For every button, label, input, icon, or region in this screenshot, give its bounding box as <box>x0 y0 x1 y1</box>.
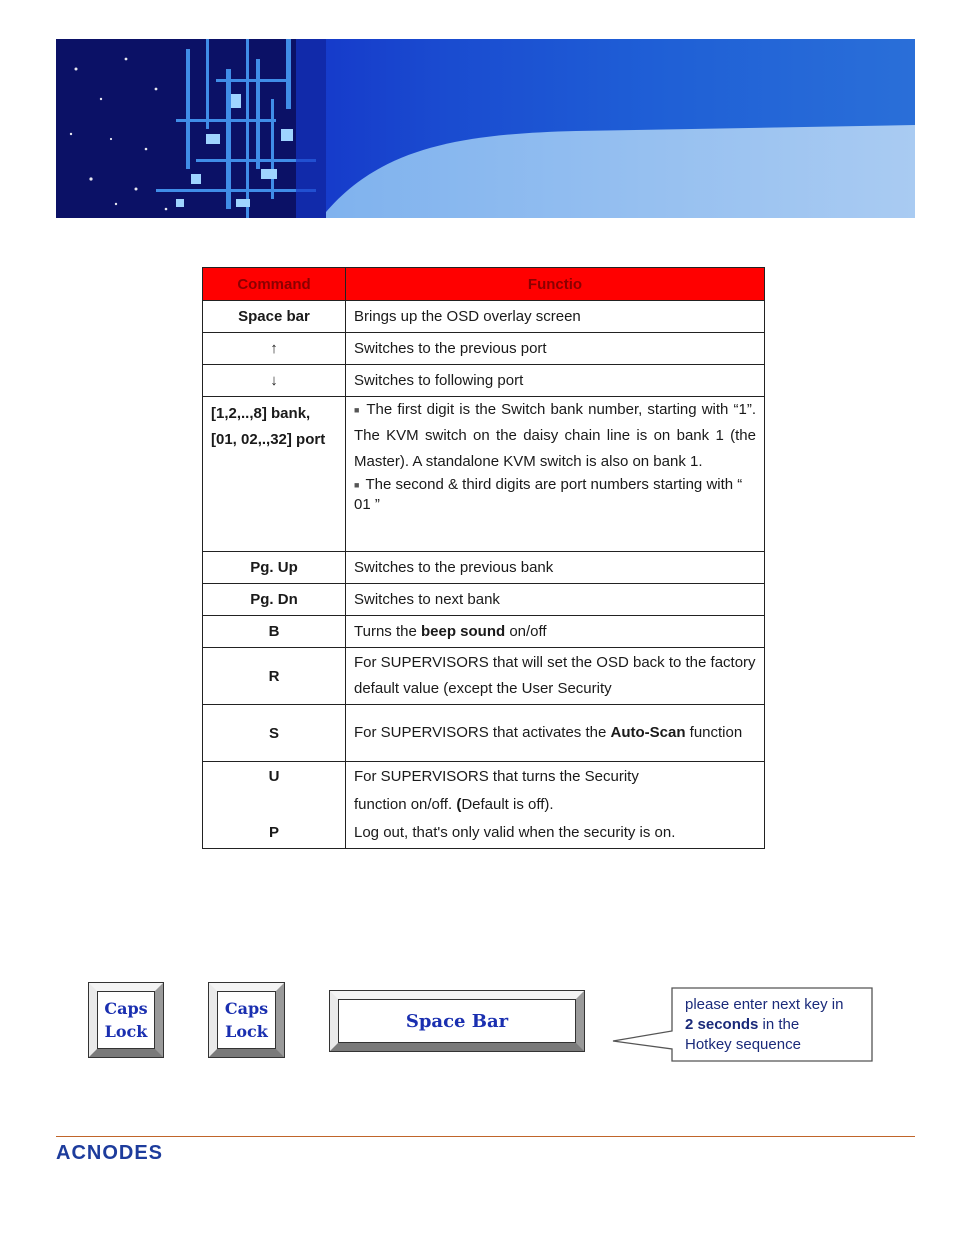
function-cell <box>346 397 765 552</box>
key-label: Lock <box>104 1022 148 1041</box>
table-row <box>203 552 765 584</box>
bank-command: [1,2,..,8] bank, <box>211 405 311 422</box>
callout-line-3: Hotkey sequence <box>685 1036 801 1053</box>
table-row <box>203 616 765 648</box>
u-line-2-bold: ( <box>456 796 462 813</box>
table-row <box>203 648 765 705</box>
function-cell <box>346 616 765 648</box>
bullet-1-text: The first digit is the Switch bank number, starting with “1”. The KVM switch on the daisy chain line is on bank 1 (the Master). A standalone KVM switch is also on bank 1. <box>354 401 757 471</box>
callout-line-2-post: in the <box>758 1016 800 1033</box>
bullet-2-text: The second & third digits are port numbers starting with “ 01 ” <box>354 476 743 514</box>
function-cell: For SUPERVISORS that will set the OSD back to the factory default value (except the User Security <box>346 648 765 705</box>
function-cell: Switches to the previous port <box>346 333 765 365</box>
command-cell: Space bar <box>203 301 346 333</box>
callout-bold: 2 seconds <box>685 1016 759 1033</box>
b-text-pre: Turns the <box>354 623 421 640</box>
table-row-bank-port <box>203 397 765 552</box>
command-cell <box>203 762 346 849</box>
function-cell: Brings up the OSD overlay screen <box>346 301 765 333</box>
u-line-1: For SUPERVISORS that turns the Security <box>354 768 639 785</box>
bank-bullet-1 <box>354 397 756 475</box>
circuit-board-image <box>56 39 326 218</box>
s-text-pre: For SUPERVISORS that activates the <box>354 724 611 741</box>
key-label: Space Bar <box>405 1010 509 1032</box>
bullet-icon: ■ <box>354 480 360 491</box>
function-cell: Switches to following port <box>346 365 765 397</box>
header-function: Functio <box>346 268 765 301</box>
keycap-face <box>217 991 276 1049</box>
command-cell: R <box>203 648 346 705</box>
table-header-row <box>203 268 765 301</box>
u-command: U <box>268 768 280 785</box>
table-row <box>203 365 765 397</box>
key-label: Caps <box>224 999 269 1018</box>
s-text-post: function <box>685 724 743 741</box>
command-cell: ↓ <box>203 365 346 397</box>
logo-text: ACNODES <box>56 1142 164 1163</box>
key-label: Caps <box>104 999 148 1018</box>
command-cell: ↑ <box>203 333 346 365</box>
table-row <box>203 584 765 616</box>
table-row <box>203 762 765 849</box>
header-banner <box>56 39 915 218</box>
callout-line-1: please enter next key in <box>685 996 844 1013</box>
table-row <box>203 333 765 365</box>
keycap-face <box>338 999 576 1043</box>
caps-lock-key-1 <box>88 982 164 1058</box>
command-cell: Pg. Up <box>203 552 346 584</box>
function-cell <box>346 705 765 762</box>
u-line-2-post: Default is off). <box>461 796 554 813</box>
table-row <box>203 705 765 762</box>
hotkey-command-table <box>202 267 765 849</box>
function-cell <box>346 762 765 849</box>
u-line-2-pre: function on/off. <box>354 796 457 813</box>
port-command: [01, 02,.,32] port <box>211 431 326 448</box>
space-bar-key <box>329 990 585 1052</box>
b-text-bold: beep sound <box>420 623 506 640</box>
key-label: Lock <box>225 1022 268 1041</box>
command-cell: B <box>203 616 346 648</box>
s-text-bold: Auto-Scan <box>610 724 686 741</box>
p-line: Log out, that's only valid when the security is on. <box>354 824 676 841</box>
callout-text <box>685 995 869 1055</box>
u-line-2 <box>354 791 756 819</box>
p-command: P <box>268 824 279 841</box>
callout-line-2 <box>685 1015 869 1035</box>
acnodes-logo <box>56 1139 216 1163</box>
command-cell <box>203 397 346 552</box>
header-command: Command <box>203 268 346 301</box>
bank-bullet-2 <box>354 475 756 523</box>
bullet-icon: ■ <box>354 405 361 416</box>
footer-divider <box>56 1136 915 1137</box>
function-cell: Switches to next bank <box>346 584 765 616</box>
function-cell: Switches to the previous bank <box>346 552 765 584</box>
caps-lock-key-2 <box>208 982 285 1058</box>
command-cell: Pg. Dn <box>203 584 346 616</box>
keycap-face <box>97 991 155 1049</box>
command-cell: S <box>203 705 346 762</box>
table-row <box>203 301 765 333</box>
b-text-post: on/off <box>505 623 547 640</box>
